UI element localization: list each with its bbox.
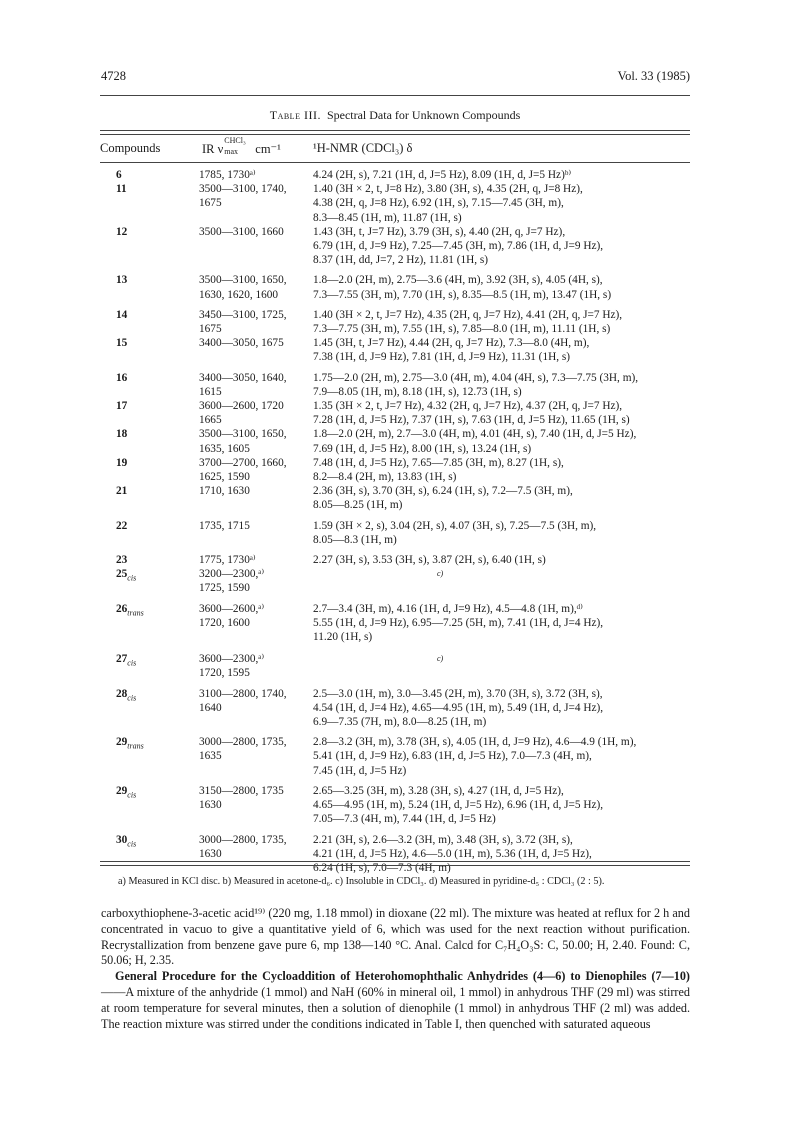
table-row	[100, 168, 690, 182]
nmr-line: 7.48 (1H, d, J=5 Hz), 7.65—7.85 (3H, m), 8.27 (1H, s),	[313, 456, 564, 469]
ir-line: 1630	[199, 847, 222, 860]
nmr-line: 2.8—3.2 (3H, m), 3.78 (3H, s), 4.05 (1H, d, J=9 Hz), 4.6—4.9 (1H, m),	[313, 736, 637, 749]
nmr-line: 6.24 (1H, s), 7.0—7.3 (4H, m)	[313, 861, 451, 874]
compound-id: 23	[116, 554, 128, 567]
table-row	[100, 553, 690, 567]
nmr-values	[313, 308, 793, 336]
compound-id: 16	[116, 371, 128, 384]
ir-symbol: IR ν	[202, 142, 224, 156]
nmr-values	[313, 225, 793, 268]
nmr-line: 2.5—3.0 (1H, m), 3.0—3.45 (2H, m), 3.70 (3H, s), 3.72 (3H, s),	[313, 687, 603, 700]
nmr-line: 7.28 (1H, d, J=5 Hz), 7.37 (1H, s), 7.63 (1H, d, J=5 Hz), 11.65 (1H, s)	[313, 414, 630, 427]
nmr-line: 7.45 (1H, d, J=5 Hz)	[313, 764, 407, 777]
stereo-subscript: trans	[127, 741, 144, 751]
ir-line: 1775, 1730ᵃ⁾	[199, 554, 256, 567]
table-row	[100, 427, 690, 455]
table-row	[100, 833, 690, 876]
nmr-line: 1.40 (3H × 2, t, J=8 Hz), 3.80 (3H, s), 4.35 (2H, q, J=8 Hz),	[313, 183, 583, 196]
ir-values	[199, 567, 309, 595]
ir-line: 1635	[199, 750, 222, 763]
table-row	[100, 182, 690, 225]
nmr-line: 1.59 (3H × 2, s), 3.04 (2H, s), 4.07 (3H, s), 7.25—7.5 (3H, m),	[313, 519, 597, 532]
table-row	[100, 784, 690, 827]
ir-line: 3600—2600, 1720	[199, 400, 284, 413]
ir-line: 1615	[199, 385, 222, 398]
table-label: Table III.	[269, 108, 321, 122]
table-row	[100, 735, 690, 778]
compound-id: $30_{cis}$	[116, 833, 137, 848]
nmr-line: 1.75—2.0 (2H, m), 2.75—3.0 (4H, m), 4.04 (4H, s), 7.3—7.75 (3H, m),	[313, 371, 639, 384]
nmr-line: 2.7—3.4 (3H, m), 4.16 (1H, d, J=9 Hz), 4.5—4.8 (1H, m),ᵈ⁾	[313, 602, 583, 615]
nmr-line: 4.54 (1H, d, J=4 Hz), 4.65—4.95 (1H, m), 5.49 (1H, d, J=4 Hz),	[313, 701, 604, 714]
compound-id: 13	[116, 274, 128, 287]
stereo-subscript: trans	[127, 607, 144, 617]
ir-line: 1635, 1605	[199, 442, 250, 455]
nmr-line: 11.20 (1H, s)	[313, 631, 373, 644]
nmr-values	[313, 567, 793, 595]
nmr-values	[313, 833, 793, 876]
compound-id: 15	[116, 337, 128, 350]
nmr-line: 2.27 (3H, s), 3.53 (3H, s), 3.87 (2H, s), 6.40 (1H, s)	[313, 554, 546, 567]
nmr-values	[313, 652, 793, 680]
ir-values	[199, 308, 309, 336]
nmr-line: 1.40 (3H × 2, t, J=7 Hz), 4.35 (2H, q, J=7 Hz), 4.41 (2H, q, J=7 Hz),	[313, 308, 623, 321]
ir-line: 3500—3100, 1650,	[199, 274, 287, 287]
stereo-subscript: cis	[127, 790, 137, 800]
nmr-values	[313, 399, 793, 427]
table-row	[100, 273, 690, 301]
table-row	[100, 484, 690, 512]
ir-line: 3000—2800, 1735,	[199, 736, 287, 749]
ir-line: 3000—2800, 1735,	[199, 833, 287, 846]
nmr-line: 1.8—2.0 (2H, m), 2.7—3.0 (4H, m), 4.01 (4H, s), 7.40 (1H, d, J=5 Hz),	[313, 428, 637, 441]
ir-line: 1675	[199, 197, 222, 210]
nmr-line: 7.3—7.75 (3H, m), 7.55 (1H, s), 7.85—8.0 (1H, m), 11.11 (1H, s)	[313, 323, 611, 336]
compound-id: 18	[116, 428, 128, 441]
procedure-text: ——A mixture of the anhydride (1 mmol) and NaH (60% in mineral oil, 1 mmol) in anhydrous THF (29 ml) was stirred at room temperature for several minutes, then a solution of dienophile (1 mmol) in anhydrous THF (2 ml) was added. The reaction mixture was stirred under the conditions indicated in Table I, then quenched with saturated aqueous	[101, 984, 690, 1031]
nmr-values	[313, 456, 793, 484]
ir-line: 3600—2300,ᵃ⁾	[199, 653, 265, 666]
compound-id: $27_{cis}$	[116, 653, 137, 668]
ir-line: 1725, 1590	[199, 582, 250, 595]
ir-values	[199, 427, 309, 455]
page-number: 4728	[101, 69, 126, 83]
ir-line: 3600—2600,ᵃ⁾	[199, 602, 265, 615]
nmr-line: 1.35 (3H × 2, t, J=7 Hz), 4.32 (2H, q, J=7 Hz), 4.37 (2H, q, J=7 Hz),	[313, 400, 623, 413]
ir-line: 1630, 1620, 1600	[199, 288, 279, 301]
table-row	[100, 519, 690, 547]
stereo-subscript: cis	[127, 838, 137, 848]
table-header	[100, 136, 690, 161]
stereo-subscript: cis	[127, 692, 137, 702]
table-row	[100, 456, 690, 484]
ir-line: 1720, 1595	[199, 667, 250, 680]
ir-values	[199, 652, 309, 680]
table-row	[100, 336, 690, 364]
header-rule	[100, 95, 690, 96]
body-text	[101, 906, 690, 1032]
ir-values	[199, 182, 309, 210]
nmr-line: 8.05—8.25 (1H, m)	[313, 499, 403, 512]
nmr-values	[313, 371, 793, 399]
ir-line: 1710, 1630	[199, 485, 250, 498]
ir-line: 1735, 1715	[199, 519, 250, 532]
nmr-values	[313, 784, 793, 827]
ir-values	[199, 168, 309, 182]
ir-values	[199, 833, 309, 861]
compound-id: $29_{cis}$	[116, 784, 137, 800]
nmr-line: 7.38 (1H, d, J=9 Hz), 7.81 (1H, d, J=9 Hz), 11.31 (1H, s)	[313, 351, 571, 364]
nmr-line: 6.79 (1H, d, J=9 Hz), 7.25—7.45 (3H, m), 7.86 (1H, d, J=9 Hz),	[313, 240, 604, 253]
paragraph-2	[101, 969, 690, 1032]
ir-values	[199, 519, 309, 533]
ir-line: 1785, 1730ᵃ⁾	[199, 169, 256, 181]
ir-line: 3500—3100, 1740,	[199, 183, 287, 196]
compound-id: $26_{trans}$	[116, 602, 144, 617]
compound-id: 21	[116, 485, 128, 498]
nmr-line: 5.55 (1H, d, J=9 Hz), 6.95—7.25 (5H, m), 7.41 (1H, d, J=4 Hz),	[313, 616, 604, 629]
compound-id: 19	[116, 456, 128, 469]
ir-line: 1720, 1600	[199, 616, 250, 629]
nmr-values	[313, 687, 793, 730]
header-nmr: ¹H-NMR (CDCl₃) δ	[313, 141, 413, 155]
ir-superscript: CHCl₃	[224, 136, 246, 145]
ir-line: 3500—3100, 1660	[199, 225, 284, 238]
table-title: Spectral Data for Unknown Compounds	[326, 108, 521, 122]
nmr-values	[313, 553, 793, 567]
table-body	[100, 168, 690, 875]
nmr-values	[313, 182, 793, 225]
nmr-line: 4.24 (2H, s), 7.21 (1H, d, J=5 Hz), 8.09 (1H, d, J=5 Hz)ᵇ⁾	[313, 169, 572, 181]
nmr-line: 7.9—8.05 (1H, m), 8.18 (1H, s), 12.73 (1H, s)	[313, 385, 522, 398]
nmr-values	[313, 735, 793, 778]
nmr-line: 1.43 (3H, t, J=7 Hz), 3.79 (3H, s), 4.40 (2H, q, J=7 Hz),	[313, 225, 566, 238]
ir-values	[199, 687, 309, 715]
compound-id: $25_{cis}$	[116, 568, 137, 583]
compound-id: $29_{trans}$	[116, 736, 144, 751]
header-compounds: Compounds	[100, 141, 161, 155]
ir-values	[199, 484, 309, 498]
compound-id: 6	[116, 169, 122, 181]
ir-values	[199, 735, 309, 763]
nmr-values	[313, 602, 793, 645]
running-head	[101, 69, 690, 87]
table-footnote: a) Measured in KCl disc. b) Measured in acetone-d₆. c) Insoluble in CDCl₃. d) Measured in pyridine-d₅ : CDCl₃ (2 : 5).	[118, 876, 605, 887]
table-row	[100, 371, 690, 399]
nmr-line: 4.21 (1H, d, J=5 Hz), 4.6—5.0 (1H, m), 5.36 (1H, d, J=5 Hz),	[313, 847, 592, 860]
ir-line: 1640	[199, 701, 222, 714]
nmr-line: 1.8—2.0 (2H, m), 2.75—3.6 (4H, m), 3.92 (3H, s), 4.05 (4H, s),	[313, 274, 603, 287]
table-row	[100, 308, 690, 336]
nmr-values	[313, 168, 793, 182]
table-row	[100, 399, 690, 427]
nmr-line: 4.38 (2H, q, J=8 Hz), 6.92 (1H, s), 7.15—7.45 (3H, m),	[313, 197, 564, 210]
nmr-line: 7.05—7.3 (4H, m), 7.44 (1H, d, J=5 Hz)	[313, 813, 496, 826]
ir-values	[199, 784, 309, 812]
nmr-line: 6.9—7.35 (7H, m), 8.0—8.25 (1H, m)	[313, 716, 487, 729]
compound-id: 22	[116, 519, 128, 532]
table-row	[100, 687, 690, 730]
table-bottom-rule	[100, 861, 690, 866]
table-row	[100, 225, 690, 268]
nmr-line: 4.65—4.95 (1H, m), 5.24 (1H, d, J=5 Hz), 6.96 (1H, d, J=5 Hz),	[313, 799, 604, 812]
ir-line: 1625, 1590	[199, 471, 250, 484]
stereo-subscript: cis	[127, 573, 137, 583]
ir-line: 1665	[199, 414, 222, 427]
ir-line: 3700—2700, 1660,	[199, 456, 287, 469]
ir-line: 3500—3100, 1650,	[199, 428, 287, 441]
nmr-values	[313, 427, 793, 455]
nmr-values	[313, 484, 793, 512]
nmr-line: 8.2—8.4 (2H, m), 13.83 (1H, s)	[313, 471, 457, 484]
nmr-note: c)	[437, 654, 444, 664]
nmr-line: 8.37 (1H, dd, J=7, 2 Hz), 11.81 (1H, s)	[313, 254, 489, 267]
table-row	[100, 652, 690, 680]
ir-line: 3400—3050, 1640,	[199, 371, 287, 384]
nmr-line: 8.05—8.3 (1H, m)	[313, 533, 397, 546]
ir-values	[199, 456, 309, 484]
ir-line: 3150—2800, 1735	[199, 784, 284, 797]
compound-id: $28_{cis}$	[116, 687, 137, 702]
table-row	[100, 567, 690, 595]
ir-values	[199, 553, 309, 567]
compound-id: 12	[116, 225, 128, 238]
table-caption	[100, 108, 690, 123]
ir-values	[199, 602, 309, 630]
ir-line: 3100—2800, 1740,	[199, 687, 287, 700]
nmr-values	[313, 273, 793, 301]
ir-subscript: max	[224, 147, 239, 156]
compound-id: 14	[116, 308, 128, 321]
ir-line: 1675	[199, 323, 222, 336]
nmr-line: 2.36 (3H, s), 3.70 (3H, s), 6.24 (1H, s), 7.2—7.5 (3H, m),	[313, 485, 573, 498]
ir-line: 3450—3100, 1725,	[199, 308, 287, 321]
ir-values	[199, 225, 309, 239]
ir-values	[199, 399, 309, 427]
nmr-values	[313, 519, 793, 547]
compound-id: 17	[116, 400, 128, 413]
stereo-subscript: cis	[127, 658, 137, 668]
paragraph-1: carboxythiophene-3-acetic acid¹⁹⁾ (220 mg, 1.18 mmol) in dioxane (22 ml). The mixture was heated at reflux for 2 h and concentrated in vacuo to give a quantitative yield of 6, which was used for the next reaction without purification. Recrystallization from benzene gave pure 6, mp 138—140 °C. Anal. Calcd for C₇H₄O₃S: C, 50.00; H, 2.40. Found: C, 50.06; H, 2.35.	[101, 906, 690, 968]
nmr-note: c)	[437, 569, 444, 579]
nmr-line: 2.21 (3H, s), 2.6—3.2 (3H, m), 3.48 (3H, s), 3.72 (3H, s),	[313, 833, 573, 846]
nmr-line: 7.3—7.55 (3H, m), 7.70 (1H, s), 8.35—8.5 (1H, m), 13.47 (1H, s)	[313, 288, 612, 301]
header-bottom-rule	[100, 162, 690, 163]
nmr-values	[313, 336, 793, 364]
ir-values	[199, 371, 309, 399]
ir-unit: cm⁻¹	[255, 142, 281, 156]
ir-line: 3400—3050, 1675	[199, 337, 284, 350]
ir-line: 1630	[199, 799, 222, 812]
ir-values	[199, 273, 309, 301]
nmr-line: 2.65—3.25 (3H, m), 3.28 (3H, s), 4.27 (1H, d, J=5 Hz),	[313, 784, 564, 797]
ir-values	[199, 336, 309, 350]
journal-volume: Vol. 33 (1985)	[617, 69, 690, 83]
nmr-line: 5.41 (1H, d, J=9 Hz), 6.83 (1H, d, J=5 Hz), 7.0—7.3 (4H, m),	[313, 750, 592, 763]
procedure-heading: General Procedure for the Cycloaddition of Heterohomophthalic Anhydrides (4—6) to Dienophiles (7—10)	[115, 969, 690, 984]
nmr-line: 1.45 (3H, t, J=7 Hz), 4.44 (2H, q, J=7 Hz), 7.3—8.0 (4H, m),	[313, 337, 590, 350]
nmr-line: 8.3—8.45 (1H, m), 11.87 (1H, s)	[313, 211, 462, 224]
compound-id: 11	[116, 183, 127, 196]
table-row	[100, 602, 690, 645]
header-ir	[202, 136, 281, 157]
table-top-rule	[100, 130, 690, 135]
nmr-line: 7.69 (1H, d, J=5 Hz), 8.00 (1H, s), 13.24 (1H, s)	[313, 442, 532, 455]
ir-line: 3200—2300,ᵃ⁾	[199, 568, 265, 581]
